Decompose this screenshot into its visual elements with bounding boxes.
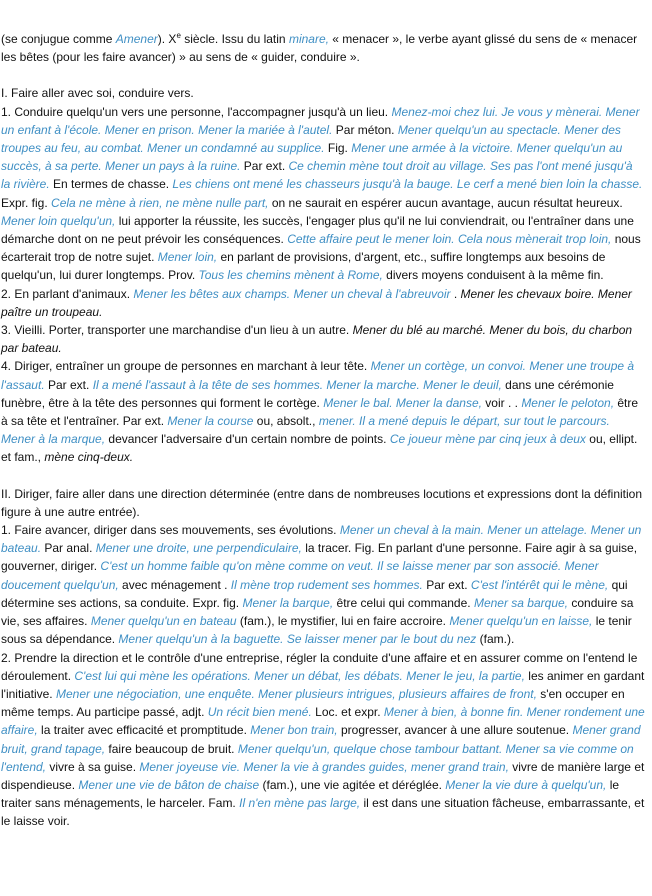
example-link[interactable]: Mener une armée à la victoire. Mener quelqu'un au succès, à sa perte. Mener un pays à la ruine.: [1, 141, 623, 174]
example-link[interactable]: Mener quelqu'un en bateau: [90, 614, 237, 629]
example-link[interactable]: Mener les bêtes aux champs. Mener un cheval à l'abreuvoir: [133, 286, 451, 301]
definition-text: divers moyens conduisent à la même fin.: [382, 268, 604, 283]
example-link[interactable]: Cela ne mène à rien, ne mène nulle part,: [51, 195, 269, 210]
definition-text: Loc. et expr.: [311, 705, 384, 720]
example-link[interactable]: Mener loin quelqu'un,: [1, 213, 116, 228]
example-link[interactable]: Ce chemin mène tout droit au village. Ses pas l'ont mené jusqu'à la rivière.: [1, 159, 633, 192]
definition-text: devancer l'adversaire d'un certain nombre de points.: [105, 432, 390, 447]
example-link[interactable]: Mener la barque,: [242, 595, 334, 610]
definition-text: Par ext.: [422, 577, 471, 592]
sense-section-2: [1, 485, 645, 831]
definition-text: faire beaucoup de bruit.: [105, 741, 238, 756]
example-link[interactable]: Menez-moi chez lui. Je vous y mènerai. Mener un enfant à l'école. Mener en prison. Mener la mariée à l'autel.: [1, 104, 640, 137]
definition-text: Expr. fig.: [1, 195, 52, 210]
example-link[interactable]: Mener sa barque,: [473, 595, 569, 610]
definition-text: « menacer », le verbe ayant glissé du sens de « menacer les bêtes (pour les faire avancer) » au sens de « guider, conduire ».: [1, 32, 638, 65]
definition-text: ou, absolt.,: [253, 414, 319, 429]
example-link[interactable]: Mener un cortège, un convoi. Mener une troupe à l'assaut.: [1, 359, 635, 392]
italic-example: Mener du blé au marché. Mener du bois, du charbon par bateau.: [1, 323, 633, 356]
italic-example: mène cinq-deux.: [44, 450, 134, 465]
definition-text: nous écarterait trop de notre sujet.: [1, 232, 641, 265]
definition-text: les animer en gardant l'initiative.: [1, 668, 645, 701]
definition-text: 1. Faire avancer, diriger dans ses mouvements, ses évolutions.: [1, 523, 340, 538]
example-link[interactable]: Mener le bal. Mener la danse,: [323, 395, 482, 410]
example-link[interactable]: Les chiens ont mené les chasseurs jusqu'à la bauge. Le cerf a mené bien loin la chasse.: [172, 177, 643, 192]
example-link[interactable]: Un récit bien mené.: [207, 705, 312, 720]
definition-text: la tracer. Fig. En parlant d'une personne. Faire agir à sa guise, gouverner, diriger.: [1, 541, 638, 574]
definition-text: (fam.), une vie agitée et déréglée.: [259, 777, 446, 792]
example-link[interactable]: Mener quelqu'un au spectacle. Mener des troupes au feu, au combat. Mener un condamné au supplice.: [1, 122, 621, 156]
definition-text: 2. En parlant d'animaux.: [1, 286, 134, 301]
definition-text: ). X: [157, 32, 177, 46]
example-link[interactable]: Il a mené l'assaut à la tête de ses hommes. Mener la marche. Mener le deuil,: [92, 377, 502, 392]
definition-text: (fam.).: [476, 632, 515, 647]
example-link[interactable]: Mener à bien, à bonne fin. Mener rondement une affaire,: [1, 705, 645, 738]
example-link[interactable]: minare,: [288, 32, 329, 46]
definition-text: conduire sa vie, ses affaires.: [1, 595, 634, 629]
definition-text: il est dans une situation fâcheuse, embarrassante, et le laisse voir.: [1, 796, 645, 829]
definition-text: on ne saurait en espérer aucun avantage, aucun résultat heureux.: [268, 195, 623, 210]
definition-text: en parlant de provisions, d'argent, etc., suffire longtemps aux besoins de quelqu'un, lui durer longtemps. Prov.: [1, 250, 606, 283]
italic-example: Mener les chevaux boire. Mener paître un troupeau.: [1, 286, 632, 319]
definition-text: progresser, avancer à une allure soutenue.: [337, 723, 573, 738]
superscript: e: [176, 31, 181, 40]
example-link[interactable]: Mener joyeuse vie. Mener la vie à grandes guides, mener grand train,: [139, 759, 509, 774]
example-link[interactable]: Mener loin,: [157, 250, 218, 265]
definition-text: En termes de chasse.: [49, 177, 173, 192]
example-link[interactable]: Il mène trop rudement ses hommes.: [230, 577, 423, 592]
definition-text: 2. Prendre la direction et le contrôle d'une entreprise, régler la conduite d'une affaire et en assurer comme on l'entend le déroulement.: [1, 650, 638, 683]
example-link[interactable]: C'est lui qui mène les opérations. Mener un débat, les débats. Mener le jeu, la partie,: [74, 668, 525, 683]
definition-text: dans une cérémonie funèbre, être à la tête des personnes qui forment le cortège.: [1, 377, 614, 410]
example-link[interactable]: Mener la vie dure à quelqu'un,: [445, 777, 607, 792]
definition-text: II. Diriger, faire aller dans une direction déterminée (entre dans de nombreuses locutions et expressions dont la définition figure à une autre entrée).: [1, 486, 643, 519]
example-link[interactable]: Mener un cheval à la main. Mener un attelage. Mener un bateau.: [1, 523, 642, 556]
example-link[interactable]: Mener quelqu'un, quelque chose tambour battant. Mener sa vie comme on l'entend,: [1, 741, 634, 774]
example-link[interactable]: Amener: [115, 32, 158, 46]
example-link[interactable]: Ce joueur mène par cinq jeux à deux: [389, 432, 586, 447]
definition-text: voir . .: [481, 395, 522, 410]
example-link[interactable]: Mener le peloton,: [521, 395, 615, 410]
definition-text: (fam.), le mystifier, lui en faire accroire.: [236, 614, 450, 629]
example-link[interactable]: Cette affaire peut le mener loin. Cela nous mènerait trop loin,: [287, 232, 612, 247]
example-link[interactable]: C'est un homme faible qu'on mène comme on veut. Il se laisse mener par son associé. Mener doucement quelqu'un,: [1, 559, 599, 592]
definition-text: 1. Conduire quelqu'un vers une personne, l'accompagner jusqu'à un lieu.: [1, 104, 392, 119]
definition-text: 4. Diriger, entraîner un groupe de personnes en marchant à leur tête.: [1, 359, 371, 374]
definition-text: (se conjugue comme: [1, 32, 116, 46]
definition-text: Par anal.: [41, 541, 96, 556]
example-link[interactable]: Mener la course: [167, 414, 254, 429]
definition-text: s'en occuper en même temps. Au participe passé, adjt.: [1, 686, 625, 720]
example-link[interactable]: Il n'en mène pas large,: [239, 796, 361, 811]
etymology-paragraph: [1, 30, 645, 66]
definition-text: vivre à sa guise.: [46, 759, 140, 774]
example-link[interactable]: Mener bon train,: [250, 723, 338, 738]
definition-text: ou, ellipt. et fam.,: [1, 432, 638, 465]
example-link[interactable]: C'est l'intérêt qui le mène,: [470, 577, 609, 592]
definition-text: Fig.: [324, 141, 352, 156]
definition-text: le tenir sous sa dépendance.: [1, 614, 632, 647]
example-link[interactable]: Mener une vie de bâton de chaise: [78, 777, 260, 792]
definition-text: le traiter sans ménagements, le harceler. Fam.: [1, 777, 620, 811]
definition-text: avec ménagement .: [118, 577, 231, 592]
example-link[interactable]: Mener grand bruit, grand tapage,: [1, 723, 641, 756]
definition-text: vivre de manière large et dispendieuse.: [1, 759, 645, 792]
definition-text: lui apporter la réussite, les succès, l'engager plus qu'il ne lui conviendrait, ou l'entraîner dans une démarche dont on ne peut prévoir les conséquences.: [1, 213, 634, 247]
definition-text: siècle. Issu du latin: [180, 32, 289, 46]
example-link[interactable]: Mener une négociation, une enquête. Mener plusieurs intrigues, plusieurs affaires de front,: [55, 686, 537, 701]
definition-text: être à sa tête et l'entraîner. Par ext.: [1, 395, 639, 429]
example-link[interactable]: Mener quelqu'un en laisse,: [449, 614, 593, 629]
sense-section-1: [1, 84, 645, 466]
example-link[interactable]: Mener une droite, une perpendiculaire,: [95, 541, 302, 556]
example-link[interactable]: Mener quelqu'un à la baguette. Se laisser mener par le bout du nez: [118, 632, 477, 647]
definition-text: être celui qui commande.: [333, 595, 474, 610]
definition-text: Par ext.: [44, 377, 93, 392]
definition-text: I. Faire aller avec soi, conduire vers.: [1, 86, 194, 101]
definition-text: 3. Vieilli. Porter, transporter une marchandise d'un lieu à un autre.: [1, 323, 353, 338]
example-link[interactable]: mener. Il a mené depuis le départ, sur tout le parcours. Mener à la marque,: [1, 414, 610, 447]
definition-text: .: [450, 286, 461, 301]
definition-text: Par méton.: [332, 122, 398, 137]
definition-text: Par ext.: [240, 159, 289, 174]
definition-text: qui détermine ses actions, sa conduite. Expr. fig.: [1, 577, 628, 610]
definition-text: la traiter avec efficacité et promptitude.: [37, 723, 251, 738]
example-link[interactable]: Tous les chemins mènent à Rome,: [198, 268, 383, 283]
